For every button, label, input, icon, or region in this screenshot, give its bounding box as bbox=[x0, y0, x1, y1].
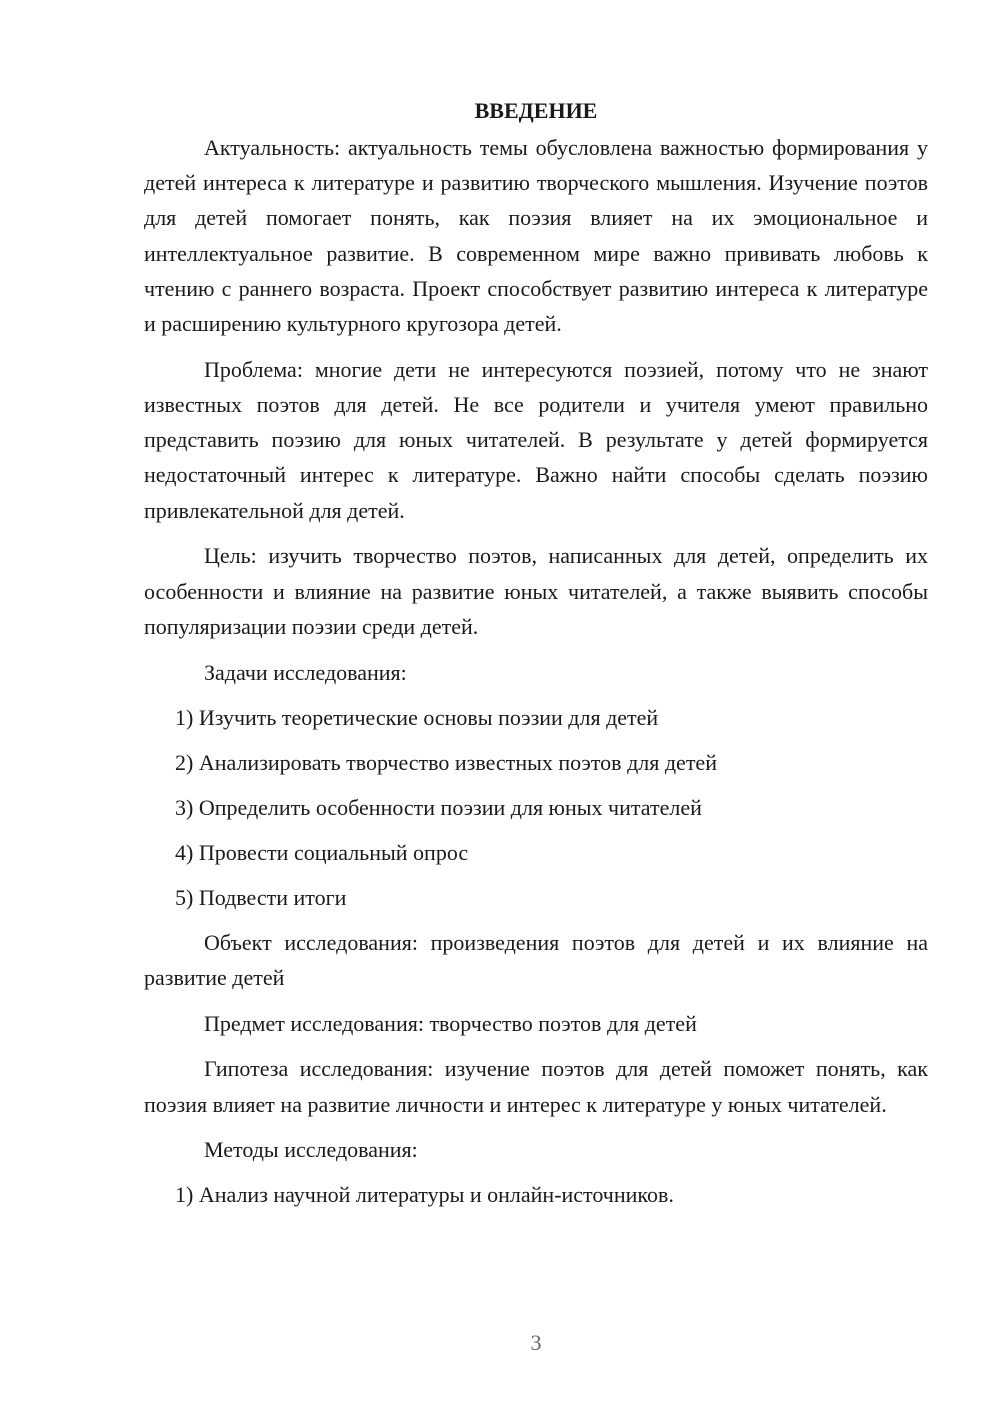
document-page bbox=[144, 93, 928, 1222]
paragraph-relevance: Актуальность: актуальность темы обусловлена важностью формирования у детей интереса к литературе и развитию творческого мышления. Изучение поэтов для детей помогает понять, как поэзия влияет на их эмоциональное и интеллектуальное развитие. В современном мире важно прививать любовь к чтению с раннего возраста. Проект способствует развитию интереса к литературе и расширению культурного кругозора детей. bbox=[144, 135, 928, 337]
task-item-3: 3) Определить особенности поэзии для юных читателей bbox=[175, 794, 702, 820]
paragraph-problem: Проблема: многие дети не интересуются поэзией, потому что не знают известных поэтов для детей. Не все родители и учителя умеют правильно представить поэзию для юных читателей. В результате у детей формируется недостаточный интерес к литературе. Важно найти способы сделать поэзию привлекательной для детей. bbox=[144, 356, 928, 523]
paragraph-goal: Цель: изучить творчество поэтов, написанных для детей, определить их особенности и влияние на развитие юных читателей, а также выявить способы популяризации поэзии среди детей. bbox=[144, 543, 928, 639]
method-item-1: 1) Анализ научной литературы и онлайн-источников. bbox=[175, 1182, 674, 1208]
paragraph-subject: Предмет исследования: творчество поэтов для детей bbox=[204, 1010, 697, 1036]
task-item-5: 5) Подвести итоги bbox=[175, 884, 347, 910]
paragraph-hypothesis: Гипотеза исследования: изучение поэтов для детей поможет понять, как поэзия влияет на развитие личности и интерес к литературе у юных читателей. bbox=[144, 1056, 928, 1117]
page-number: 3 bbox=[530, 1330, 542, 1355]
paragraph-object: Объект исследования: произведения поэтов для детей и их влияние на развитие детей bbox=[144, 929, 928, 990]
task-item-4: 4) Провести социальный опрос bbox=[175, 839, 469, 865]
tasks-heading: Задачи исследования: bbox=[204, 659, 407, 685]
methods-heading: Методы исследования: bbox=[204, 1137, 418, 1163]
section-title: ВВЕДЕНИЕ bbox=[474, 98, 598, 123]
task-item-2: 2) Анализировать творчество известных поэтов для детей bbox=[175, 749, 717, 775]
task-item-1: 1) Изучить теоретические основы поэзии для детей bbox=[175, 704, 659, 730]
